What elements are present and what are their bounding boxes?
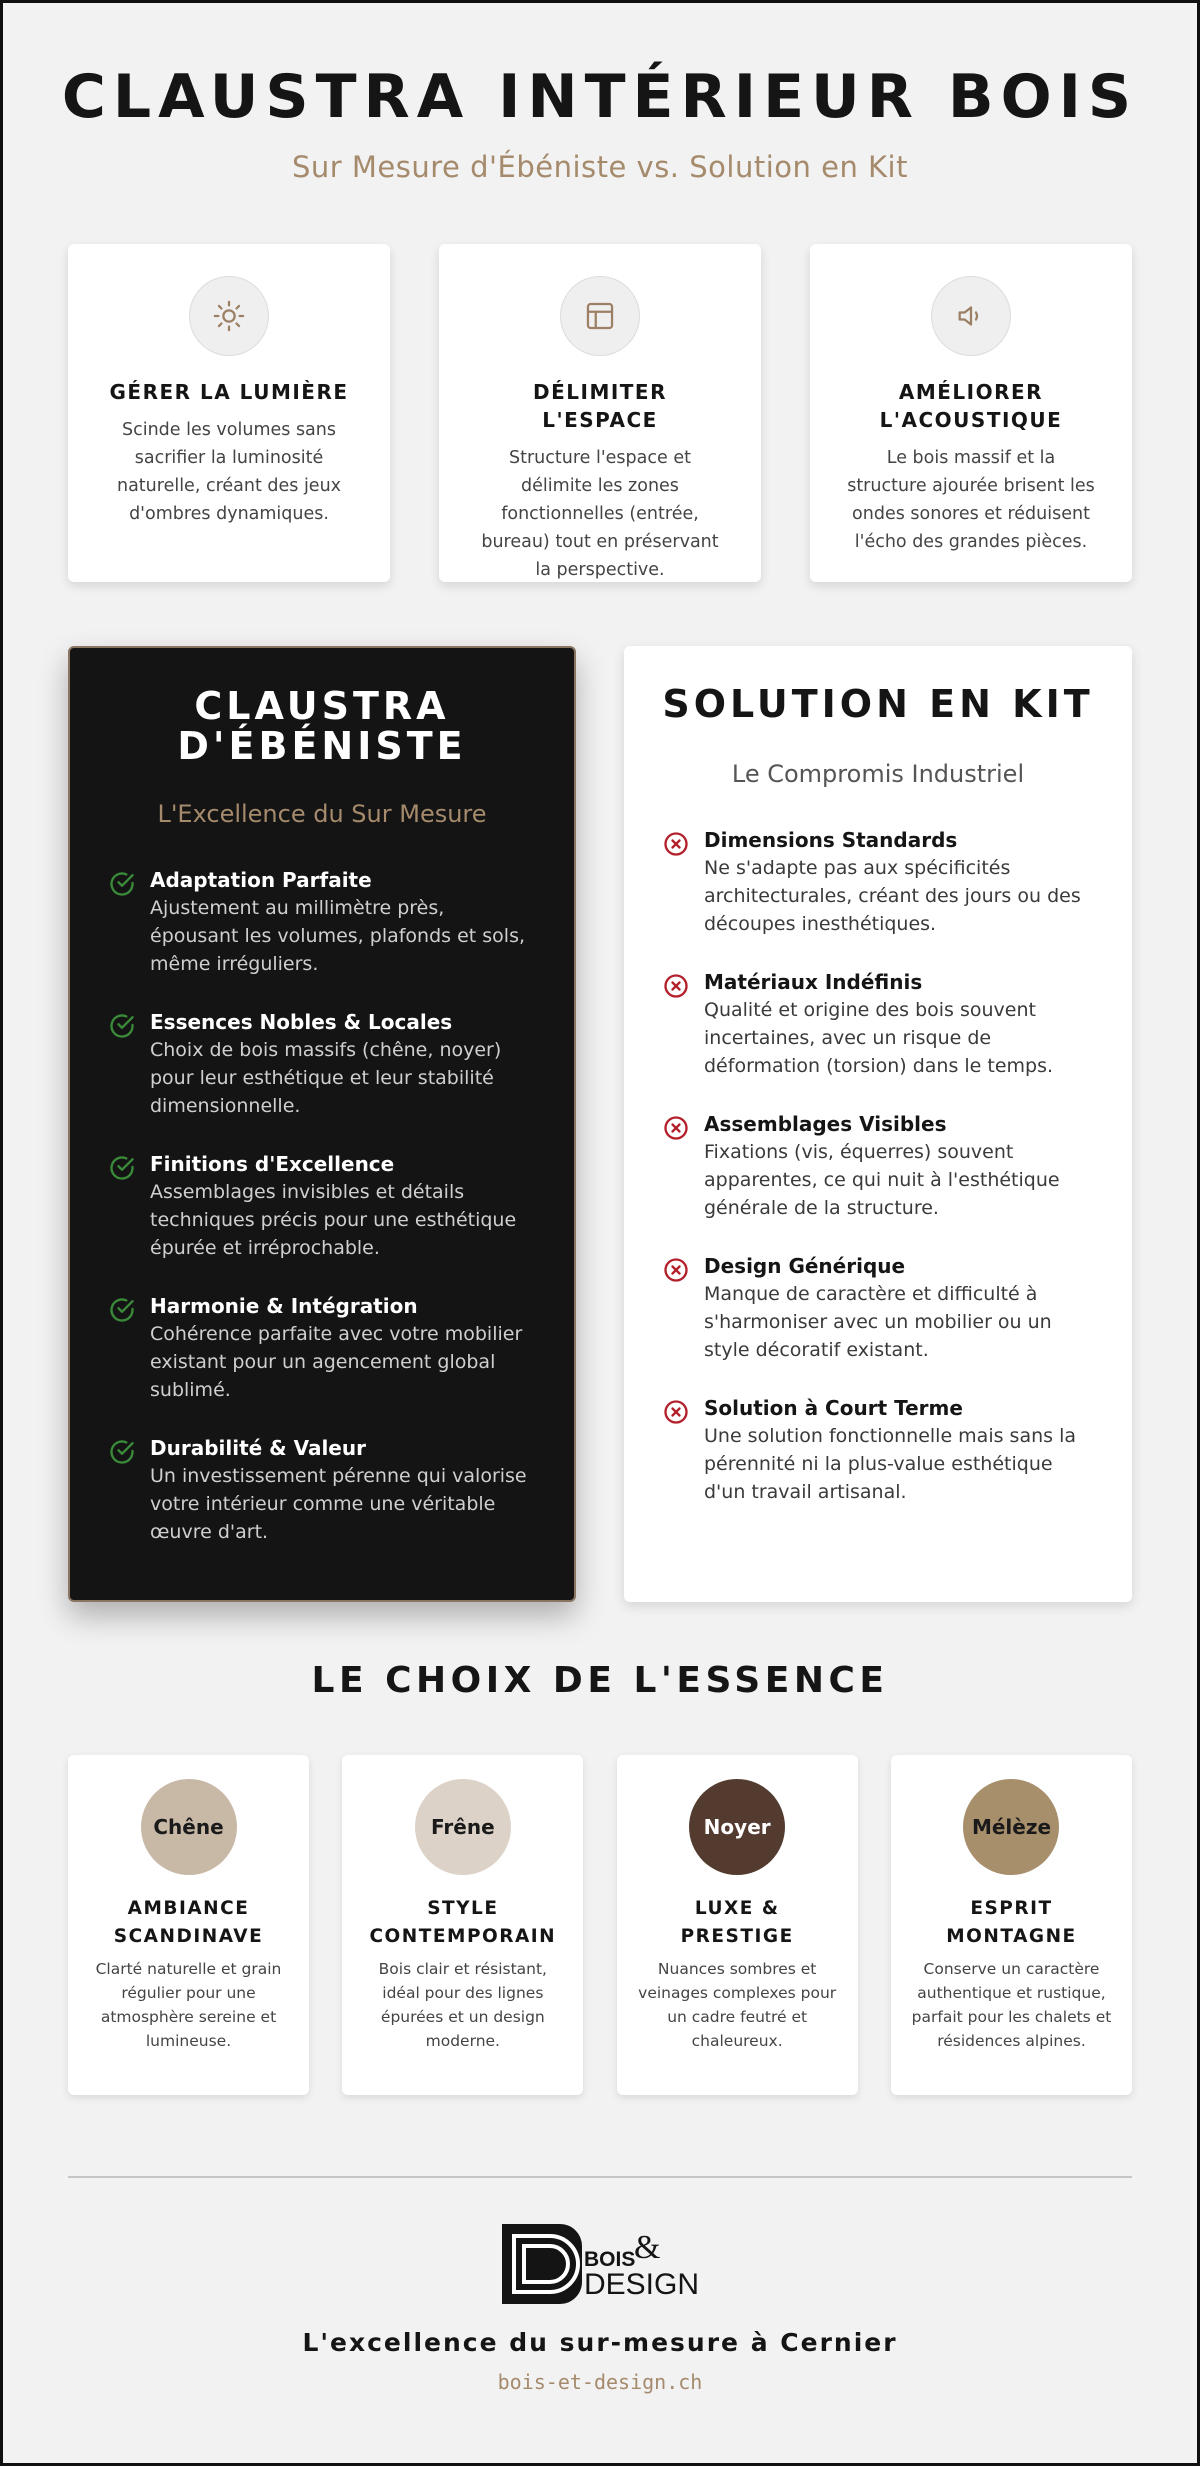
item-title: Finitions d'Excellence xyxy=(150,1152,395,1176)
item-text: Cohérence parfaite avec votre mobilier existant pour un agencement global sublimé. xyxy=(150,1323,523,1401)
feature-card-espace xyxy=(439,244,761,582)
wood-text: Conserve un caractère authentique et rustique, parfait pour les chalets et résidences alpines. xyxy=(911,1960,1112,2050)
ebeniste-column xyxy=(68,646,576,1602)
kit-subtitle: Le Compromis Industriel xyxy=(731,760,1025,788)
page-title: CLAUSTRA INTÉRIEUR BOIS xyxy=(61,62,1139,132)
wood-card-chene xyxy=(68,1755,309,2095)
item-title: Adaptation Parfaite xyxy=(150,868,372,892)
kit-list xyxy=(662,826,1094,1506)
sun-icon xyxy=(189,276,269,356)
page-subtitle: Sur Mesure d'Ébéniste vs. Solution en Kit xyxy=(291,150,908,184)
essence-section xyxy=(68,1755,1132,2095)
wood-card-meleze xyxy=(891,1755,1132,2095)
comparison-section xyxy=(68,646,1132,1602)
layout-icon xyxy=(560,276,640,356)
svg-text:BOIS: BOIS xyxy=(584,2248,636,2271)
wood-swatch xyxy=(963,1779,1059,1875)
item-title: Essences Nobles & Locales xyxy=(150,1010,453,1034)
check-circle-icon xyxy=(108,1150,150,1262)
wood-text: Bois clair et résistant, idéal pour des lignes épurées et un design moderne. xyxy=(378,1960,547,2050)
footer-divider xyxy=(68,2176,1132,2178)
website-link[interactable]: bois-et-design.ch xyxy=(497,2370,703,2394)
feature-title: GÉRER LA LUMIÈRE xyxy=(109,380,349,404)
wood-card-noyer xyxy=(617,1755,858,2095)
x-circle-icon xyxy=(662,1252,704,1364)
features-section xyxy=(68,244,1132,582)
item-title: Durabilité & Valeur xyxy=(150,1436,366,1460)
item-text: Fixations (vis, équerres) souvent apparentes, ce qui nuit à l'esthétique générale de la structure. xyxy=(704,1141,1060,1219)
speaker-icon xyxy=(931,276,1011,356)
list-item xyxy=(662,1252,1094,1364)
wood-text: Nuances sombres et veinages complexes pour un cadre feutré et chaleureux. xyxy=(638,1960,837,2050)
item-title: Harmonie & Intégration xyxy=(150,1294,418,1318)
wood-name: Frêne xyxy=(431,1815,495,1839)
item-text: Choix de bois massifs (chêne, noyer) pour leur esthétique et leur stabilité dimensionnelle. xyxy=(150,1039,502,1117)
svg-text:DESIGN: DESIGN xyxy=(584,2268,700,2301)
ebeniste-title: CLAUSTRA D'ÉBÉNISTE xyxy=(177,684,467,768)
wood-name: Mélèze xyxy=(971,1815,1052,1839)
list-item xyxy=(662,1394,1094,1506)
list-item xyxy=(108,1150,536,1262)
list-item xyxy=(108,1292,536,1404)
item-title: Solution à Court Terme xyxy=(704,1396,963,1420)
item-title: Dimensions Standards xyxy=(704,828,958,852)
footer-tagline: L'excellence du sur-mesure à Cernier xyxy=(302,2328,898,2357)
feature-title: DÉLIMITER L'ESPACE xyxy=(533,380,667,432)
wood-name: Noyer xyxy=(703,1815,771,1839)
item-text: Un investissement pérenne qui valorise votre intérieur comme une véritable œuvre d'art. xyxy=(150,1465,527,1543)
ebeniste-subtitle: L'Excellence du Sur Mesure xyxy=(157,800,487,828)
wood-title: STYLE CONTEMPORAIN xyxy=(369,1898,557,1947)
x-circle-icon xyxy=(662,1394,704,1506)
list-item xyxy=(662,1110,1094,1222)
item-text: Qualité et origine des bois souvent incertaines, avec un risque de déformation (torsion) dans le temps. xyxy=(704,999,1054,1077)
check-circle-icon xyxy=(108,1292,150,1404)
item-title: Assemblages Visibles xyxy=(704,1112,947,1136)
essence-section-title: LE CHOIX DE L'ESSENCE xyxy=(311,1660,889,1701)
wood-swatch xyxy=(415,1779,511,1875)
kit-title: SOLUTION EN KIT xyxy=(662,682,1094,726)
list-item xyxy=(108,1434,536,1546)
item-text: Une solution fonctionnelle mais sans la pérennité ni la plus-value esthétique d'un travail artisanal. xyxy=(704,1425,1076,1503)
item-text: Assemblages invisibles et détails techniques précis pour une esthétique épurée et irréprochable. xyxy=(150,1181,517,1259)
feature-card-acoustique xyxy=(810,244,1132,582)
check-circle-icon xyxy=(108,866,150,978)
wood-card-frene xyxy=(342,1755,583,2095)
list-item xyxy=(662,968,1094,1080)
kit-column xyxy=(624,646,1132,1602)
x-circle-icon xyxy=(662,826,704,938)
list-item xyxy=(662,826,1094,938)
ebeniste-list xyxy=(108,866,536,1546)
wood-name: Chêne xyxy=(153,1815,224,1839)
list-item xyxy=(108,866,536,978)
item-text: Manque de caractère et difficulté à s'harmoniser avec un mobilier ou un style décoratif existant. xyxy=(704,1283,1052,1361)
wood-title: LUXE & PRESTIGE xyxy=(680,1898,794,1947)
check-circle-icon xyxy=(108,1008,150,1120)
item-title: Design Générique xyxy=(704,1254,906,1278)
page-header xyxy=(0,0,1200,184)
feature-text: Scinde les volumes sans sacrifier la luminosité naturelle, créant des jeux d'ombres dynamiques. xyxy=(116,420,342,524)
wood-swatch xyxy=(141,1779,237,1875)
wood-title: AMBIANCE SCANDINAVE xyxy=(113,1898,264,1947)
feature-title: AMÉLIORER L'ACOUSTIQUE xyxy=(879,380,1063,432)
feature-card-lumiere xyxy=(68,244,390,582)
feature-text: Le bois massif et la structure ajourée brisent les ondes sonores et réduisent l'écho des grandes pièces. xyxy=(847,448,1095,552)
list-item xyxy=(108,1008,536,1120)
wood-text: Clarté naturelle et grain régulier pour une atmosphère sereine et lumineuse. xyxy=(95,1960,282,2050)
check-circle-icon xyxy=(108,1434,150,1546)
feature-text: Structure l'espace et délimite les zones fonctionnelles (entrée, bureau) tout en préservant la perspective. xyxy=(481,448,719,580)
brand-logo xyxy=(0,2222,1200,2306)
wood-title: ESPRIT MONTAGNE xyxy=(946,1898,1077,1947)
wood-swatch xyxy=(689,1779,785,1875)
item-title: Matériaux Indéfinis xyxy=(704,970,923,994)
x-circle-icon xyxy=(662,968,704,1080)
item-text: Ajustement au millimètre près, épousant les volumes, plafonds et sols, même irréguliers. xyxy=(150,897,526,975)
item-text: Ne s'adapte pas aux spécificités architecturales, créant des jours ou des découpes inesthétiques. xyxy=(704,857,1081,935)
svg-text:&: & xyxy=(634,2229,661,2266)
x-circle-icon xyxy=(662,1110,704,1222)
